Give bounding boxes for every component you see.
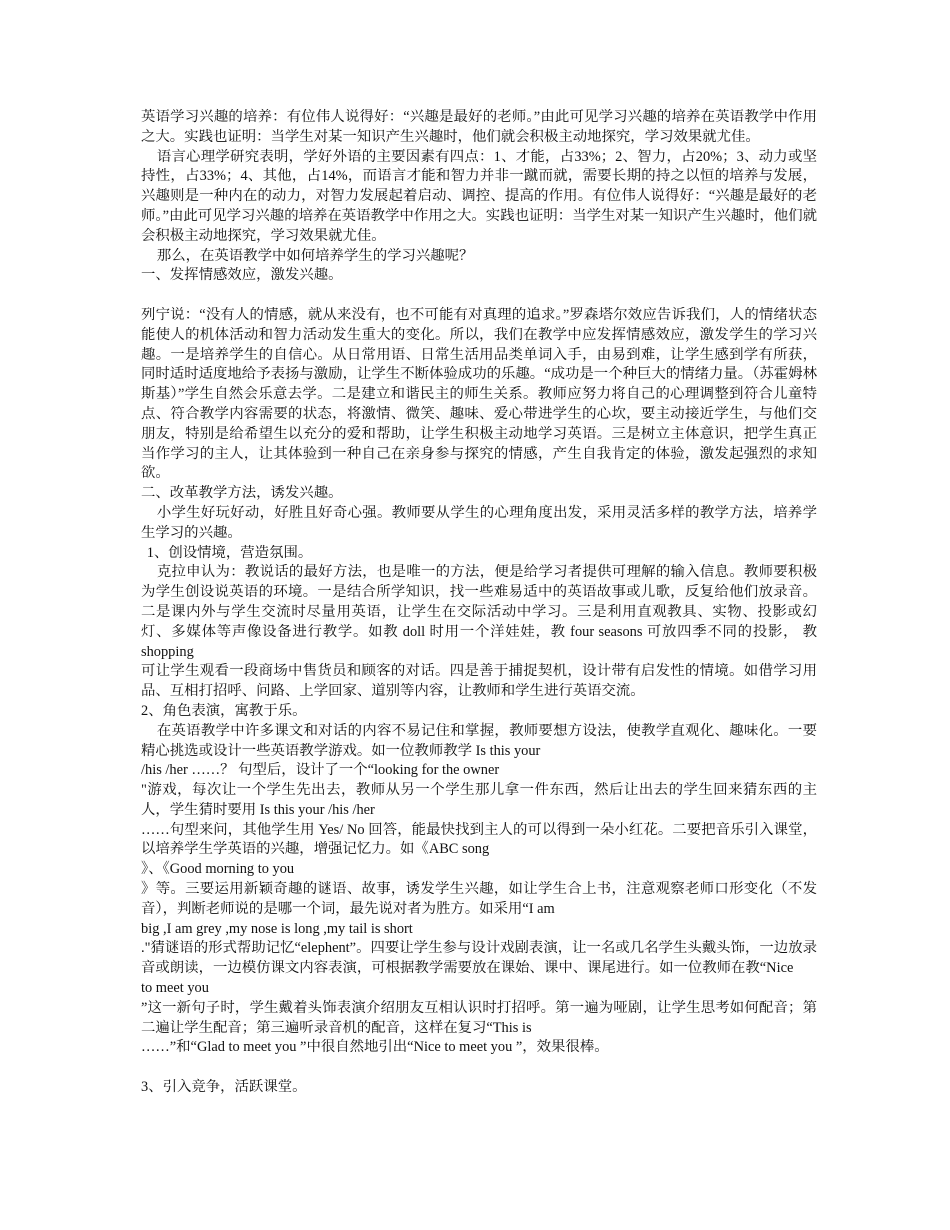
paragraph-situation: 克拉申认为：教说话的最好方法，也是唯一的方法，便是给学习者提供可理解的输入信息。教师要积极为学生创设说英语的环境。一是结合所学知识，找一些难易适中的英语故事或儿歌，反复给他们放录音。二是课内外与学生交流时尽量用英语，让学生在交际活动中学习。三是利用直观教具、实物、投影或幻灯、多媒体等声像设备进行教学。如教 doll 时用一个洋娃娃，教 four seasons 可放四季不同的投影， 教 shopping <box>141 564 817 660</box>
paragraph-situation-cont: 可让学生观看一段商场中售货员和顾客的对话。四是善于捕捉契机，设计带有启发性的情境。如借学习用品、互相打招呼、问路、上学回家、道别等内容，让教师和学生进行英语交流。 <box>141 663 817 700</box>
paragraph-roleplay-6: 》等。三要运用新颖奇趣的谜语、故事，诱发学生兴趣，如让学生合上书，注意观察老师口形变化（不发音），判断老师说的是哪一个词，最先说对者为胜方。如采用“I am <box>141 881 817 917</box>
paragraph-roleplay-11: ……”和“Glad to meet you ”中很自然地引出“Nice to meet you ”，效果很棒。 <box>141 1039 609 1056</box>
paragraph-roleplay-4: ……句型来问，其他学生用 Yes/ No 回答，能最快找到主人的可以得到一朵小红花。二要把音乐引入课堂，以培养学生学英语的兴趣，增强记忆力。如《ABC song <box>141 821 817 858</box>
paragraph-psychology: 语言心理学研究表明，学好外语的主要因素有四点：1、才能，占33%；2、智力，占20%；3、动力或坚持性，占33%；4、其他，占14%，而语言才能和智力并非一蹴而就，需要长期的持之以恒的培养与发展，兴趣则是一种内在的动力，对智力发展起着启动、调控、提高的作用。有位伟人说得好：“兴趣是最好的老师。”由此可见学习兴趣的培养在英语教学中作用之大。实践也证明：当学生对某一知识产生兴趣时，他们就会积极主动地探究，学习效果就尤佳。 <box>141 148 817 244</box>
paragraph-intro: 英语学习兴趣的培养：有位伟人说得好：“兴趣是最好的老师。”由此可见学习兴趣的培养在英语教学中作用之大。实践也证明：当学生对某一知识产生兴趣时，他们就会积极主动地探究，学习效果就尤佳。 <box>141 109 817 145</box>
paragraph-emotion: 列宁说：“没有人的情感，就从来没有，也不可能有对真理的追求。”罗森塔尔效应告诉我们，人的情绪状态能使人的机体活动和智力活动发生重大的变化。所以，我们在教学中应发挥情感效应，激发学生的学习兴趣。一是培养学生的自信心。从日常用语、日常生活用品类单词入手，由易到难，让学生感到学有所获，同时适时适度地给予表扬与激励，让学生不断体验成功的乐趣。“成功是一个种巨大的情绪力量。（苏霍姆林斯基）”学生自然会乐意去学。二是建立和谐民主的师生关系。教师应努力将自己的心理调整到符合儿童特点、符合教学内容需要的状态，将激情、微笑、趣味、爱心带进学生的心坎，要主动接近学生，与他们交朋友，特别是给希望生以充分的爱和帮助，让学生积极主动地学习英语。三是树立主体意识，把学生真正当作学习的主人，让其体验到一种自己在亲身参与探究的情感，产生自我肯定的体验，激发起强烈的求知欲。 <box>141 306 817 482</box>
blank-line <box>141 286 817 306</box>
heading-subsection-2: 2、角色表演，寓教于乐。 <box>141 702 307 719</box>
paragraph-roleplay-3: "游戏，每次让一个学生先出去，教师从另一个学生那儿拿一件东西，然后让出去的学生回来猜东西的主人，学生猜时要用 Is this your /his /her <box>141 782 817 818</box>
heading-subsection-3: 3、引入竞争，活跃课堂。 <box>141 1079 307 1096</box>
paragraph-roleplay-5: 》、《Good morning to you <box>141 861 295 878</box>
paragraph-roleplay-7: big ,I am grey ,my nose is long ,my tail is short <box>141 920 413 937</box>
heading-section-1: 一、发挥情感效应，激发兴趣。 <box>141 267 343 284</box>
paragraph-roleplay: 在英语教学中许多课文和对话的内容不易记住和掌握，教师要想方设法，使教学直观化、趣味化。一要精心挑选或设计一些英语教学游戏。如一位教师教学 Is this your <box>141 722 817 759</box>
paragraph-roleplay-2: /his /her ……？ 句型后，设计了一个“looking for the owner <box>141 762 500 779</box>
document-body <box>141 108 817 1098</box>
paragraph-roleplay-10: ”这一新句子时，学生戴着头饰表演介绍朋友互相认识时打招呼。第一遍为哑剧，让学生思考如何配音；第二遍让学生配音；第三遍听录音机的配音，这样在复习“This is <box>141 999 817 1036</box>
heading-section-2: 二、改革教学方法，诱发兴趣。 <box>141 485 343 502</box>
paragraph-methods: 小学生好玩好动，好胜且好奇心强。教师要从学生的心理角度出发，采用灵活多样的教学方法，培养学生学习的兴趣。 <box>141 504 817 541</box>
paragraph-roleplay-9: to meet you <box>141 980 209 997</box>
blank-line <box>141 1058 817 1078</box>
paragraph-roleplay-8: ."猜谜语的形式帮助记忆“elephent”。四要让学生参与设计戏剧表演，让一名或几名学生头戴头饰，一边放录音或朗读，一边模仿课文内容表演，可根据教学需要放在课始、课中、课尾进行。如一位教师在教“Nice <box>141 940 817 977</box>
heading-subsection-1: 1、创设情境，营造氛围。 <box>146 544 313 561</box>
paragraph-question: 那么，在英语教学中如何培养学生的学习兴趣呢？ <box>156 247 474 264</box>
